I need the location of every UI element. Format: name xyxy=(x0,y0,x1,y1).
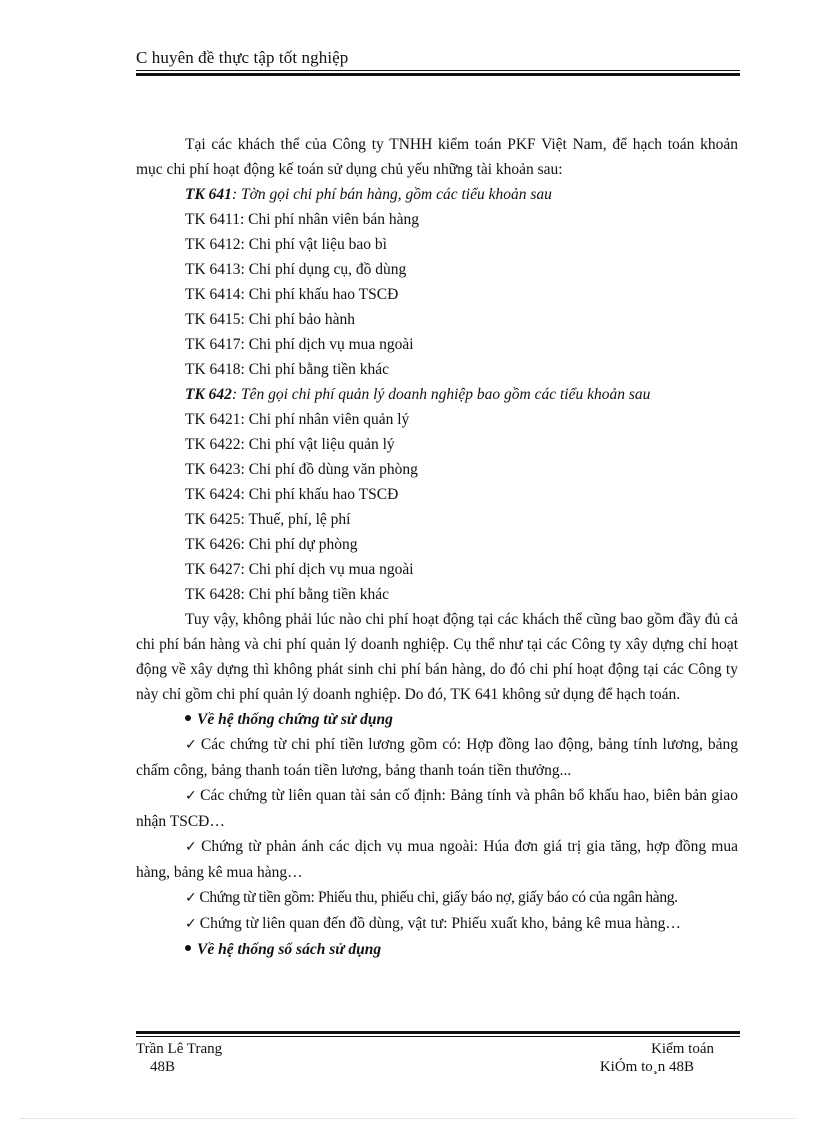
footer-department: Kiểm toán xyxy=(651,1041,714,1057)
footer-department-class: KiÓm to¸n 48B xyxy=(599,1059,694,1075)
tk641-heading xyxy=(136,182,738,207)
section-heading-documents xyxy=(136,707,738,732)
check-item xyxy=(136,911,738,937)
paragraph-2: Tuy vậy, không phải lúc nào chi phí hoạt động tại các khách thể cũng bao gồm đầy đủ cả chi phí bán hàng và chi phí quản lý doanh nghiệp. Cụ thể như tại các Công ty xây dựng chỉ hoạt động về xây dựng thì không phát sinh chi phí bán hàng, do đó chi phí hoạt động tại các Công ty này chỉ gồm chi phí quản lý doanh nghiệp. Do đó, TK 641 không sử dụng để hạch toán. xyxy=(136,611,738,703)
list-item: TK 6421: Chi phí nhân viên quản lý xyxy=(185,411,410,428)
footer-author-class: 48B xyxy=(150,1059,176,1075)
check-item xyxy=(136,885,738,911)
check-item xyxy=(136,783,738,834)
header-rule-thin xyxy=(136,70,740,71)
section-heading-text: Về hệ thống sổ sách sử dụng xyxy=(197,941,382,958)
list-item: TK 6422: Chi phí vật liệu quản lý xyxy=(185,436,395,453)
list-item: TK 6426: Chi phí dự phòng xyxy=(185,536,358,553)
check-item-text: Chứng từ tiền gồm: Phiếu thu, phiếu chi, giấy báo nợ, giấy báo có của ngân hàng. xyxy=(199,889,678,906)
check-item xyxy=(136,834,738,885)
list-item: TK 6415: Chi phí bảo hành xyxy=(185,311,356,328)
check-item-text: Chứng từ phản ánh các dịch vụ mua ngoài: Húa đơn giá trị gia tăng, hợp đồng mua hàng, bảng kê mua hàng… xyxy=(136,838,738,881)
list-item: TK 6411: Chi phí nhân viên bán hàng xyxy=(185,211,420,228)
list-item: TK 6427: Chi phí dịch vụ mua ngoài xyxy=(185,561,414,578)
check-item xyxy=(136,732,738,783)
check-item-text: Các chứng từ liên quan tài sản cố định: Bảng tính và phân bổ khấu hao, biên bản giao nhận TSCĐ… xyxy=(136,787,738,830)
list-item: TK 6417: Chi phí dịch vụ mua ngoài xyxy=(185,336,414,353)
page-bottom-border xyxy=(20,1118,796,1119)
check-item-text: Các chứng từ chi phí tiền lương gồm có: Hợp đồng lao động, bảng tính lương, bảng chấm công, bảng thanh toán tiền lương, bảng thanh toán tiền thưởng... xyxy=(136,736,738,779)
tk642-heading xyxy=(136,382,738,407)
checkmark-icon: ✓ xyxy=(185,788,198,804)
tk642-heading-text: : Tên gọi chi phí quản lý doanh nghiệp bao gồm các tiểu khoản sau xyxy=(231,386,651,403)
footer-rule-thick xyxy=(136,1031,740,1034)
list-item: TK 6418: Chi phí bằng tiền khác xyxy=(185,361,390,378)
list-item: TK 6414: Chi phí khấu hao TSCĐ xyxy=(185,286,399,303)
list-item: TK 6412: Chi phí vật liệu bao bì xyxy=(185,236,387,253)
list-item: TK 6425: Thuế, phí, lệ phí xyxy=(185,511,351,528)
checkmark-icon: ✓ xyxy=(185,916,197,932)
bullet-icon xyxy=(185,715,191,721)
list-item: TK 6424: Chi phí khấu hao TSCĐ xyxy=(185,486,399,503)
tk641-heading-text: : Tờn gọi chi phí bán hàng, gồm các tiểu khoản sau xyxy=(231,186,552,203)
document-body xyxy=(136,132,738,962)
checkmark-icon: ✓ xyxy=(185,890,197,906)
section-heading-books xyxy=(136,937,738,962)
tk642-code: TK 642 xyxy=(185,386,232,403)
checkmark-icon: ✓ xyxy=(185,839,199,855)
footer-author: Trần Lê Trang xyxy=(136,1041,223,1057)
check-item-text: Chứng từ liên quan đến đồ dùng, vật tư: Phiếu xuất kho, bảng kê mua hàng… xyxy=(199,915,681,932)
section-heading-text: Về hệ thống chứng từ sử dụng xyxy=(197,711,393,728)
intro-paragraph: Tại các khách thể của Công ty TNHH kiểm toán PKF Việt Nam, để hạch toán khoản mục chi phí hoạt động kế toán sử dụng chủ yếu những tài khoản sau: xyxy=(136,136,738,178)
header-title: C huyên đề thực tập tốt nghiệp xyxy=(136,48,349,67)
list-item: TK 6428: Chi phí bằng tiền khác xyxy=(185,586,390,603)
tk641-code: TK 641 xyxy=(185,186,232,203)
list-item: TK 6413: Chi phí dụng cụ, đồ dùng xyxy=(185,261,407,278)
list-item: TK 6423: Chi phí đồ dùng văn phòng xyxy=(185,461,418,478)
bullet-icon xyxy=(185,945,191,951)
footer-rule-thin xyxy=(136,1036,740,1037)
checkmark-icon: ✓ xyxy=(185,737,198,753)
header-rule-thick xyxy=(136,73,740,76)
